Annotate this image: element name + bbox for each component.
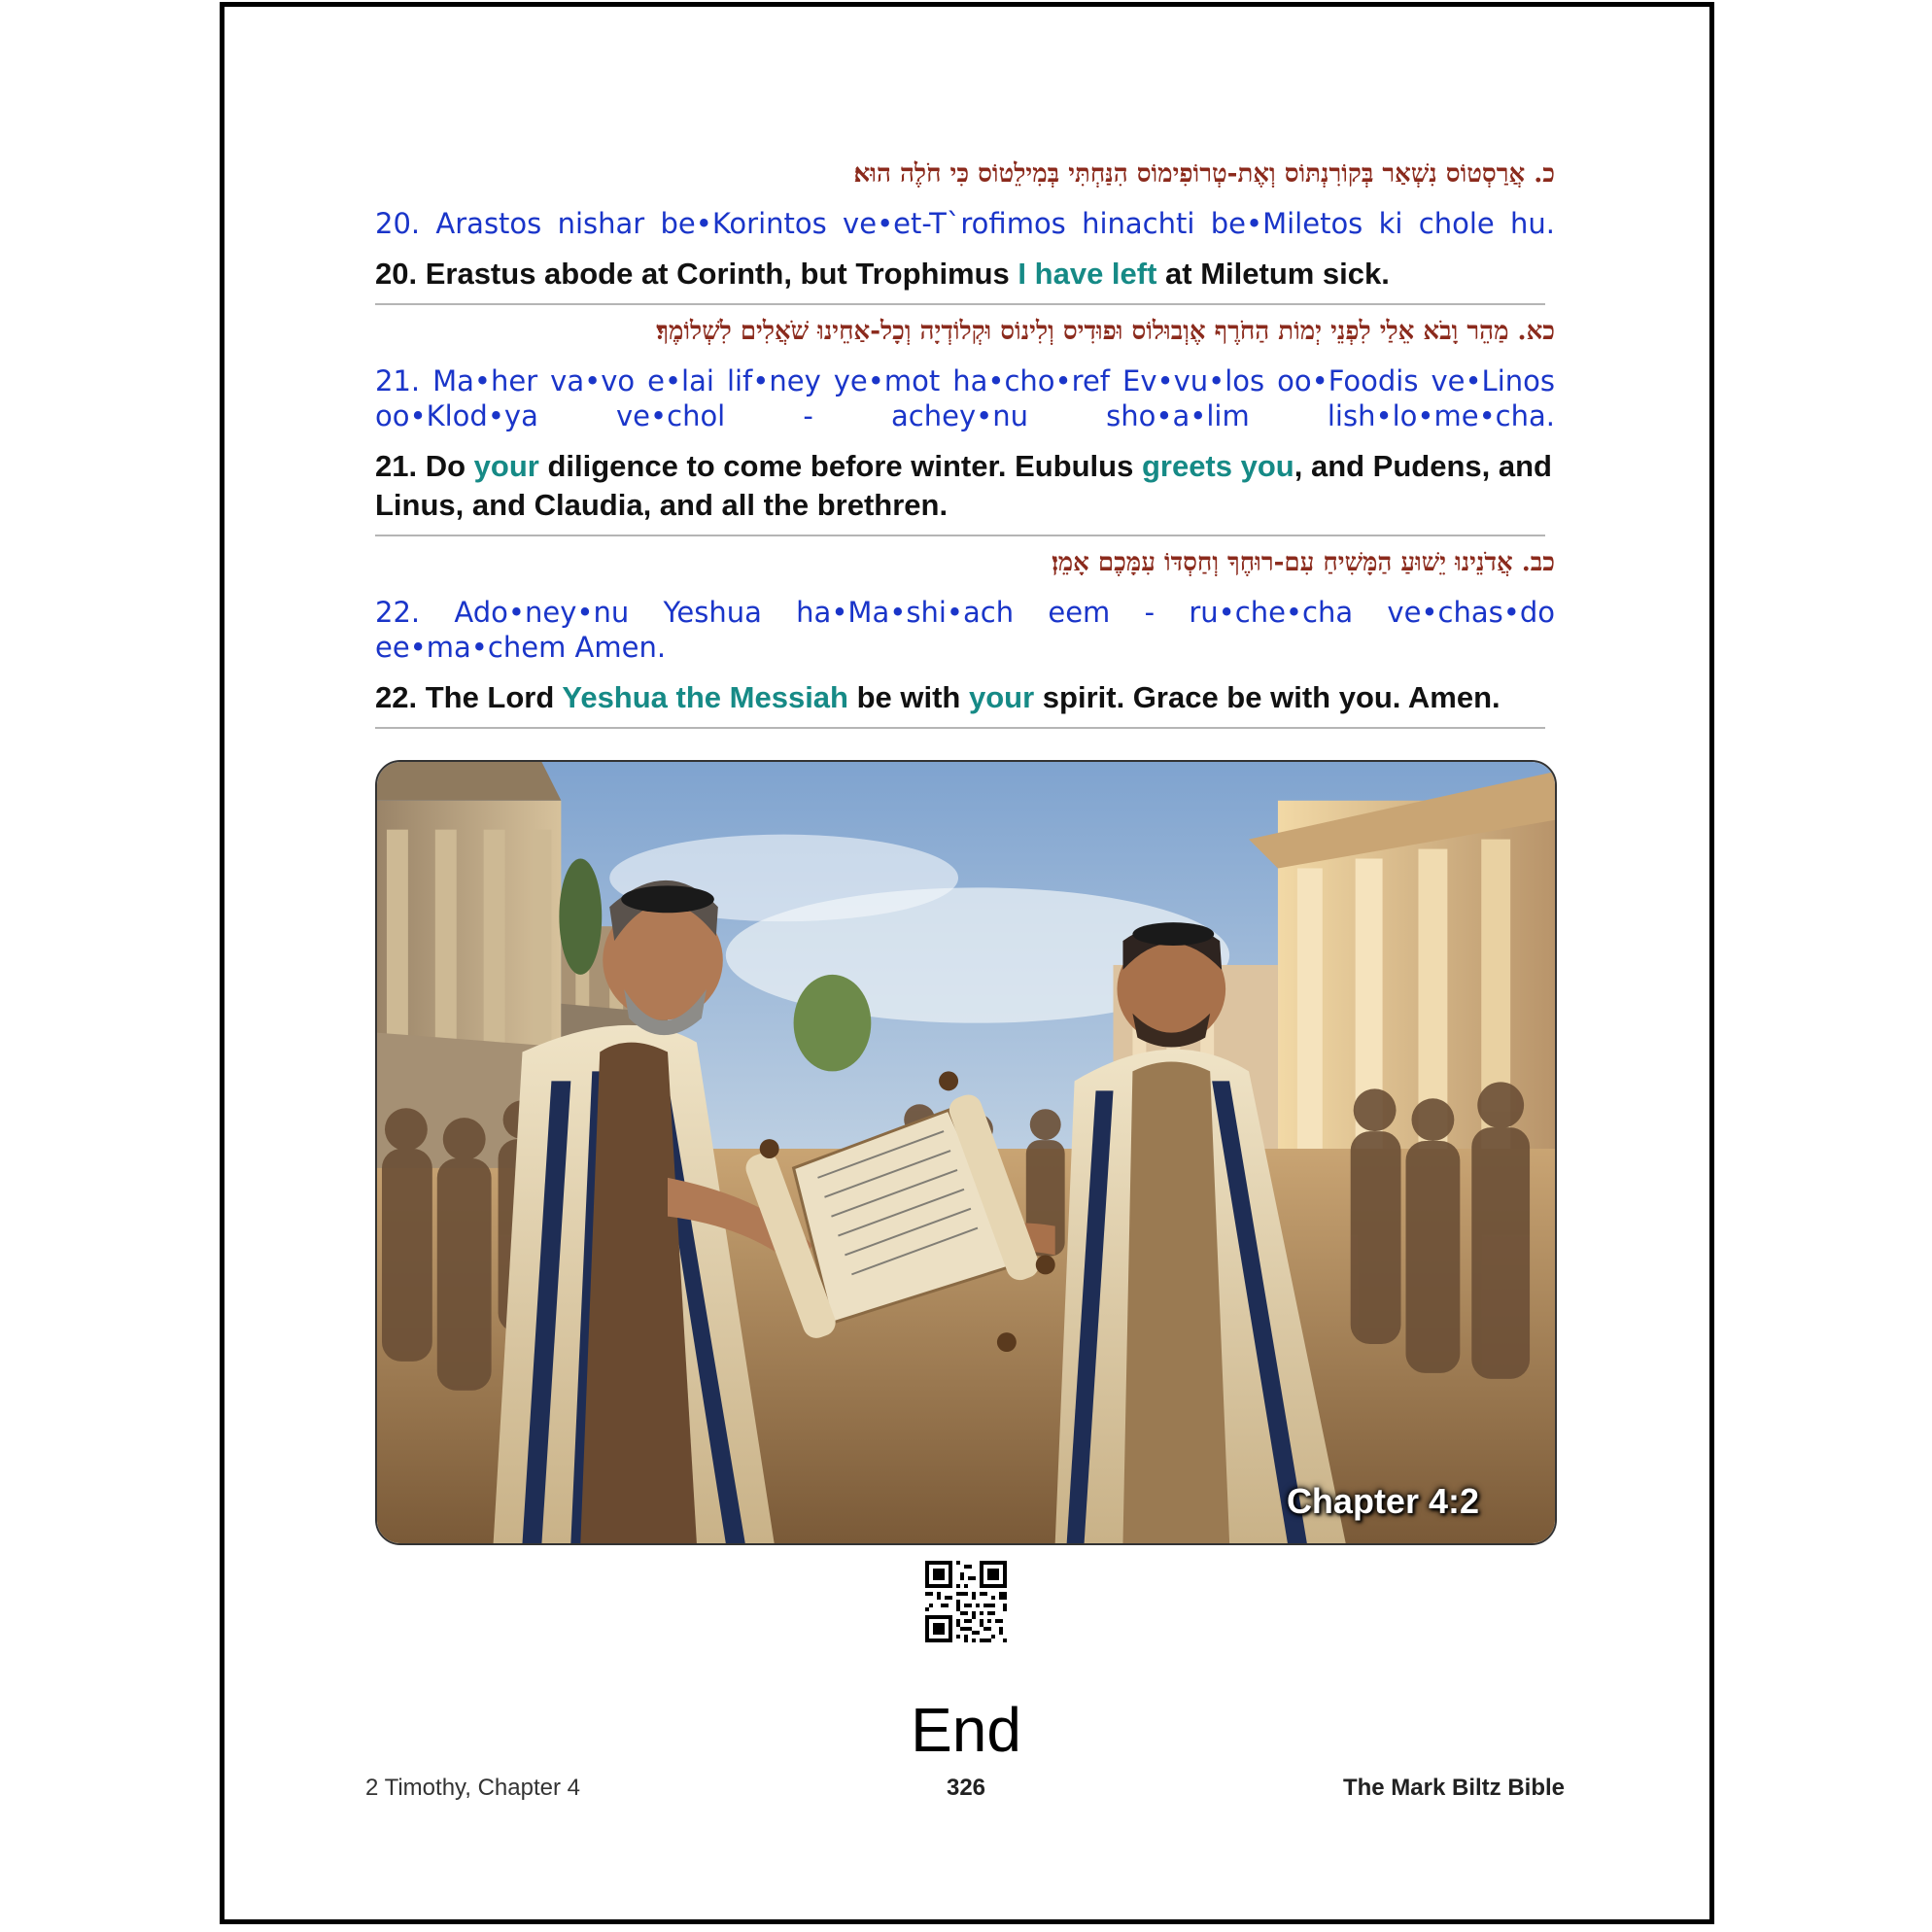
verse-22-english-part: be with [847,680,969,714]
verse-21-english-part: 21. Do [375,449,474,483]
verse-21-transliteration-text: 21. Ma•her va•vo e•lai lif•ney ye•mot ha•cho•ref Ev•vu•los oo•Foodis ve•Linos oo•Klod•ya ve•chol - achey•nu sho•a•lim lish•lo•me•cha. [375,364,1555,432]
end-title: End [911,1695,1021,1765]
verse-22-english-highlight: your [968,680,1035,714]
verse-20-hebrew: כ. אֲרַסְטוֹס נִשְׁאַר בְּקוֹרִנְתּוֹס וְאֶת-טְרוֹפִימוֹס הִנַּחְתִּי בְּמִילֵטוֹס כִּי חֹלֶה הוּא׃ [853,159,1555,189]
verse-21-english [375,447,1555,525]
verse-22-hebrew: כב. אֲדֹנֵינוּ יֵשׁוּעַ הַמָּשִׁיחַ עִם-רוּחֶךָ וְחַסְדּוֹ עִמָּכֶם אָמֵן׃ [1052,548,1555,577]
verse-22-transliteration: 22. Ado•ney•nu Yeshua ha•Ma•shi•ach eem - ru•che•cha ve•chas•do ee•ma•chem Amen. [375,596,1555,664]
verse-22-english-highlight: Yeshua the Messiah [562,680,848,714]
verse-20-transliteration: 20. Arastos nishar be•Korintos ve•et-T`rofimos hinachti be•Miletos ki chole hu. [375,207,1555,240]
chapter-illustration [375,760,1557,1545]
verse-20-english-part: 20. Erastus abode at Corinth, but Trophimus [375,257,1018,291]
qr-code[interactable] [921,1557,1011,1646]
verse-divider [375,727,1545,729]
verse-22-english [375,678,1555,717]
footer-bible-title: The Mark Biltz Bible [1342,1775,1565,1801]
illustration-scene [377,762,1555,1543]
verse-21-english-part: diligence to come before winter. Eubulus [538,449,1142,483]
footer-page-number: 326 [946,1775,986,1801]
verse-21-english-part: , and Pudens, and Linus, and Claudia, and all the brethren. [375,449,1552,522]
verse-divider [375,303,1545,305]
verse-20-english-highlight: I have left [1018,257,1157,291]
verse-21-english-highlight: your [473,449,539,483]
verse-21-hebrew: כא. מַהֵר וָבֹא אֵלַי לִפְנֵי יְמוֹת הַחֹרֶף אֶוְבוּלוֹס וּפוּדִיס וְלִינוֹס וּקְלוֹדְיָה וְכָל-אַחֵינוּ שֹׁאֲלִים לִשְׁלוֹמֶךָ׃ [656,317,1555,346]
verse-22-english-part: 22. The Lord [375,680,563,714]
verse-21-transliteration [375,363,1555,433]
illustration-caption: Chapter 4:2 [1286,1481,1479,1521]
verse-divider [375,535,1545,536]
verse-20-english-part: at Miletum sick. [1156,257,1390,291]
verse-21-english-highlight: greets you [1141,449,1294,483]
footer-book-chapter: 2 Timothy, Chapter 4 [365,1775,580,1801]
verse-22-english-part: spirit. Grace be with you. Amen. [1034,680,1501,714]
verse-20-english [375,255,1555,293]
